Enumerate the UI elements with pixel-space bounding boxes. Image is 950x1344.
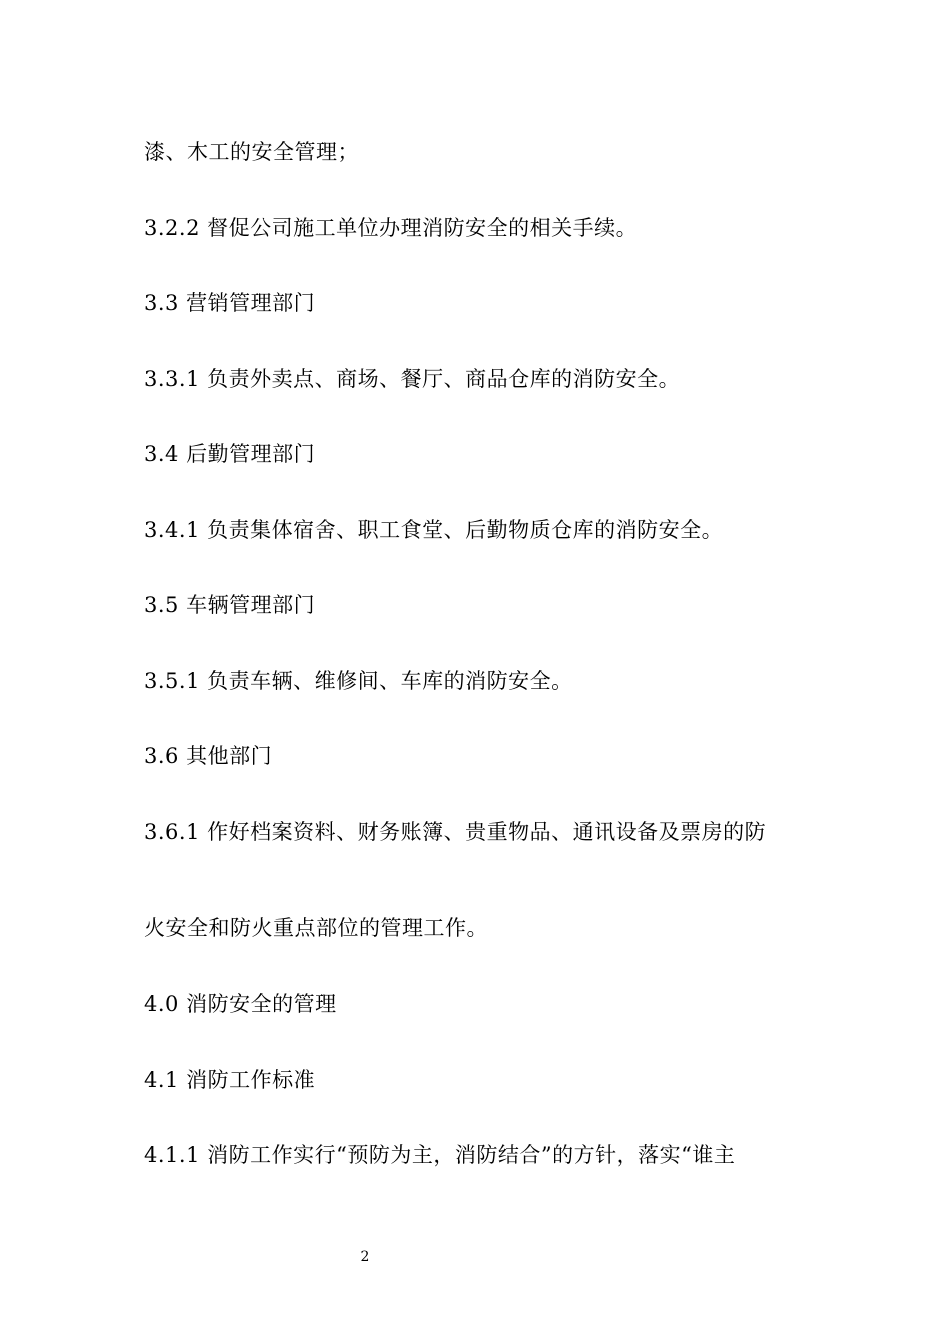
text-line: 4.1.1 消防工作实行“预防为主，消防结合”的方针，落实“谁主 — [144, 1143, 736, 1167]
section-heading: 3.6 其他部门 — [144, 744, 273, 768]
text-line: 3.6.1 作好档案资料、财务账簿、贵重物品、通讯设备及票房的防 — [144, 820, 767, 844]
section-heading: 3.5 车辆管理部门 — [144, 593, 316, 617]
text-line: 火安全和防火重点部位的管理工作。 — [144, 916, 488, 940]
text-line: 漆、木工的安全管理； — [144, 140, 359, 164]
text-line: 3.5.1 负责车辆、维修间、车库的消防安全。 — [144, 669, 573, 693]
section-heading: 3.4 后勤管理部门 — [144, 442, 316, 466]
section-heading: 4.1 消防工作标准 — [144, 1068, 316, 1092]
text-line: 3.2.2 督促公司施工单位办理消防安全的相关手续。 — [144, 216, 638, 240]
text-line: 3.4.1 负责集体宿舍、职工食堂、后勤物质仓库的消防安全。 — [144, 518, 724, 542]
section-heading: 3.3 营销管理部门 — [144, 291, 316, 315]
section-heading: 4.0 消防安全的管理 — [144, 992, 337, 1016]
text-line: 3.3.1 负责外卖点、商场、餐厅、商品仓库的消防安全。 — [144, 367, 681, 391]
page-number: 2 — [360, 1249, 370, 1265]
